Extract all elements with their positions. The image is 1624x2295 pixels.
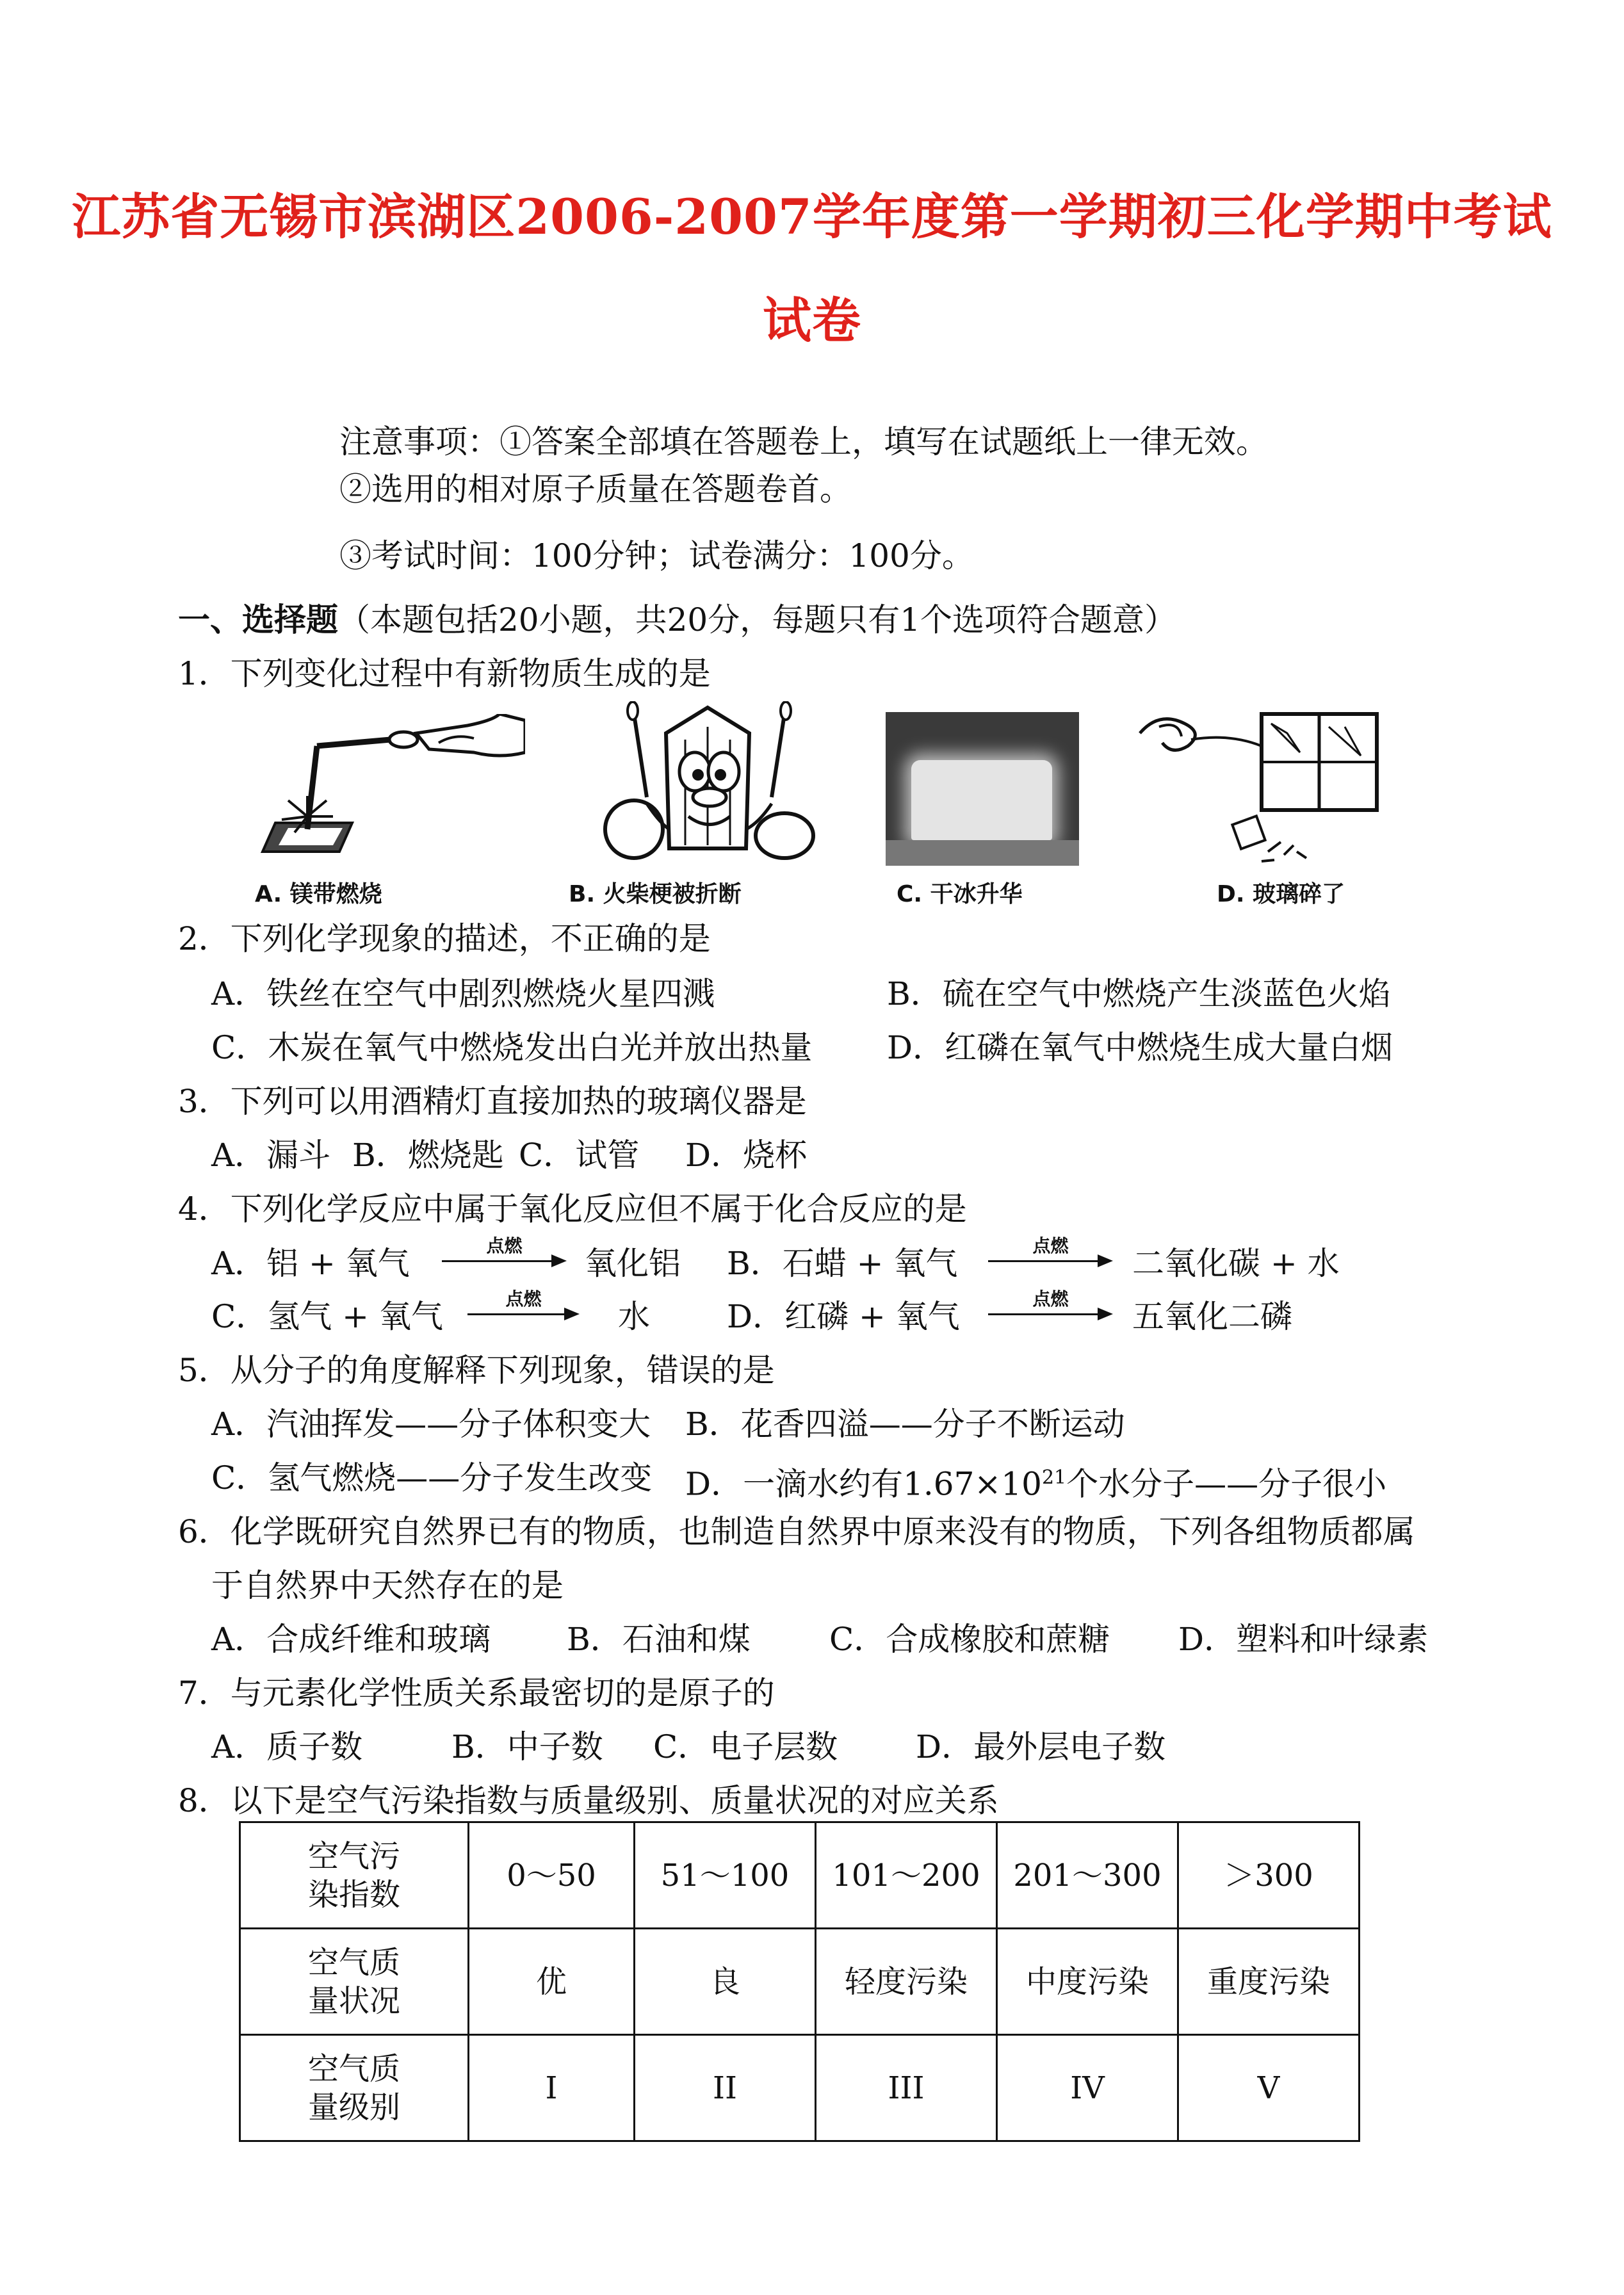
- note-3: ③考试时间：100分钟；试卷满分：100分。: [339, 537, 974, 574]
- table-cell: 中度污染: [997, 1929, 1178, 2035]
- table-cell: 良: [635, 1929, 816, 2035]
- reaction-condition-label: 点燃: [505, 1288, 542, 1310]
- q2-option-a: A．铁丝在空气中剧烈燃烧火星四溅: [211, 975, 715, 1012]
- q6-option-c: C．合成橡胶和蔗糖: [829, 1621, 1110, 1658]
- air-quality-table: [239, 1821, 1360, 2142]
- row-header-quality-level: [240, 2035, 469, 2141]
- table-row: [240, 1822, 1360, 1929]
- magnesium-burning-illustration: [243, 714, 525, 861]
- arrow-head: [564, 1308, 580, 1320]
- q7-stem: 7．与元素化学性质关系最密切的是原子的: [178, 1675, 775, 1712]
- q6-option-d: D．塑料和叶绿素: [1178, 1621, 1429, 1658]
- q4-option-c-reactants: C．氢气 + 氧气: [211, 1298, 443, 1335]
- q4-stem: 4．下列化学反应中属于氧化反应但不属于化合反应的是: [178, 1190, 967, 1228]
- q4-option-d-reactants: D．红磷 + 氧气: [727, 1298, 960, 1335]
- q4-option-a-reactants: A．铝 + 氧气: [211, 1245, 410, 1282]
- table-cell: 201～300: [997, 1822, 1178, 1929]
- q6-stem-line1: 6．化学既研究自然界已有的物质，也制造自然界中原来没有的物质，下列各组物质都属: [178, 1513, 1415, 1550]
- section-description: （本题包括20小题，共20分，每题只有1个选项符合题意）: [338, 601, 1177, 638]
- table-cell-text: 空气质量级别: [307, 2050, 400, 2125]
- q3-option-c: C．试管: [519, 1137, 640, 1174]
- section-title: 一、选择题: [178, 601, 338, 638]
- reaction-condition-label: 点燃: [486, 1235, 523, 1256]
- q5-option-b: B．花香四溢——分子不断运动: [685, 1406, 1125, 1443]
- table-row: [240, 1929, 1360, 2035]
- q4-option-c-arrow: [467, 1290, 580, 1322]
- dry-ice-photo: [886, 712, 1079, 866]
- table-cell: 51～100: [635, 1822, 816, 1929]
- q8-stem: 8．以下是空气污染指数与质量级别、质量状况的对应关系: [178, 1782, 999, 1819]
- table-cell: 101～200: [816, 1822, 997, 1929]
- table-cell-text: 空气污染指数: [307, 1838, 400, 1913]
- q1-caption-d: D. 玻璃碎了: [1217, 881, 1345, 907]
- matchstick-cartoon-illustration: [596, 701, 820, 874]
- q4-option-d-arrow: [988, 1290, 1113, 1322]
- q5-option-d-exponent: 21: [1041, 1466, 1067, 1489]
- q5-option-d: [685, 1459, 1386, 1504]
- table-cell: II: [635, 2035, 816, 2141]
- q3-stem: 3．下列可以用酒精灯直接加热的玻璃仪器是: [178, 1083, 807, 1120]
- q1-caption-a: A. 镁带燃烧: [255, 881, 382, 907]
- arrow-shaft: [988, 1313, 1099, 1315]
- exam-title-line2: 试卷: [763, 292, 861, 349]
- arrow-shaft: [988, 1260, 1099, 1262]
- arrow-head: [551, 1254, 567, 1267]
- row-header-quality-status: [240, 1929, 469, 2035]
- section-heading: [178, 601, 1176, 639]
- q5-option-c: C．氢气燃烧——分子发生改变: [211, 1459, 653, 1496]
- q4-option-c-product: 水: [618, 1298, 650, 1335]
- q6-option-b: B．石油和煤: [567, 1621, 751, 1658]
- table-cell: 重度污染: [1178, 1929, 1360, 2035]
- q1-stem: 1．下列变化过程中有新物质生成的是: [178, 655, 711, 692]
- q2-stem: 2．下列化学现象的描述，不正确的是: [178, 920, 711, 957]
- q7-option-c: C．电子层数: [653, 1728, 838, 1765]
- table-cell: III: [816, 2035, 997, 2141]
- reaction-condition-label: 点燃: [1032, 1235, 1069, 1256]
- arrow-shaft: [442, 1260, 553, 1262]
- q2-option-d: D．红磷在氧气中燃烧生成大量白烟: [887, 1029, 1393, 1066]
- table-cell: V: [1178, 2035, 1360, 2141]
- q4-option-b-reactants: B．石蜡 + 氧气: [727, 1245, 958, 1282]
- table-cell: IV: [997, 2035, 1178, 2141]
- dry-ice-base: [886, 840, 1079, 866]
- q3-option-b: B．燃烧匙: [352, 1137, 504, 1174]
- q3-option-a: A．漏斗: [211, 1137, 331, 1174]
- table-cell: ＞300: [1178, 1822, 1360, 1929]
- arrow-shaft: [467, 1313, 565, 1315]
- q2-option-b: B．硫在空气中燃烧产生淡蓝色火焰: [887, 975, 1391, 1012]
- exam-title-line1: 江苏省无锡市滨湖区2006-2007学年度第一学期初三化学期中考试: [72, 188, 1552, 245]
- arrow-head: [1098, 1308, 1113, 1320]
- dry-ice-block: [911, 760, 1052, 840]
- table-cell: I: [469, 2035, 635, 2141]
- table-cell: 轻度污染: [816, 1929, 997, 2035]
- q7-option-b: B．中子数: [451, 1728, 603, 1765]
- arrow-head: [1098, 1254, 1113, 1267]
- q4-option-d-product: 五氧化二磷: [1132, 1298, 1292, 1335]
- q6-option-a: A．合成纤维和玻璃: [211, 1621, 491, 1658]
- q4-option-a-product: 氧化铝: [585, 1245, 681, 1282]
- q7-option-a: A．质子数: [211, 1728, 363, 1765]
- table-row: [240, 2035, 1360, 2141]
- q1-caption-b: B. 火柴梗被折断: [569, 881, 742, 907]
- q6-stem-line2: 于自然界中天然存在的是: [211, 1567, 564, 1604]
- q5-option-d-tail: 个水分子——分子很小: [1066, 1465, 1387, 1503]
- table-cell: 0～50: [469, 1822, 635, 1929]
- note-1: 注意事项：①答案全部填在答题卷上，填写在试题纸上一律无效。: [339, 423, 1268, 460]
- q2-option-c: C．木炭在氧气中燃烧发出白光并放出热量: [211, 1029, 813, 1066]
- q4-option-b-arrow: [988, 1237, 1113, 1269]
- q7-option-d: D．最外层电子数: [916, 1728, 1166, 1765]
- q4-option-b-product: 二氧化碳 + 水: [1132, 1245, 1340, 1282]
- q5-option-a: A．汽油挥发——分子体积变大: [211, 1406, 651, 1443]
- row-header-pollution-index: [240, 1822, 469, 1929]
- broken-glass-illustration: [1133, 708, 1390, 868]
- table-cell: 优: [469, 1929, 635, 2035]
- table-cell-text: 空气质量状况: [307, 1944, 400, 2019]
- q4-option-a-arrow: [442, 1237, 567, 1269]
- q1-caption-c: C. 干冰升华: [897, 881, 1023, 907]
- note-2: ②选用的相对原子质量在答题卷首。: [339, 471, 852, 508]
- reaction-condition-label: 点燃: [1032, 1288, 1069, 1310]
- q5-stem: 5．从分子的角度解释下列现象，错误的是: [178, 1352, 775, 1389]
- q3-option-d: D．烧杯: [685, 1137, 808, 1174]
- q5-option-d-text: D．一滴水约有1.67×10: [685, 1465, 1042, 1503]
